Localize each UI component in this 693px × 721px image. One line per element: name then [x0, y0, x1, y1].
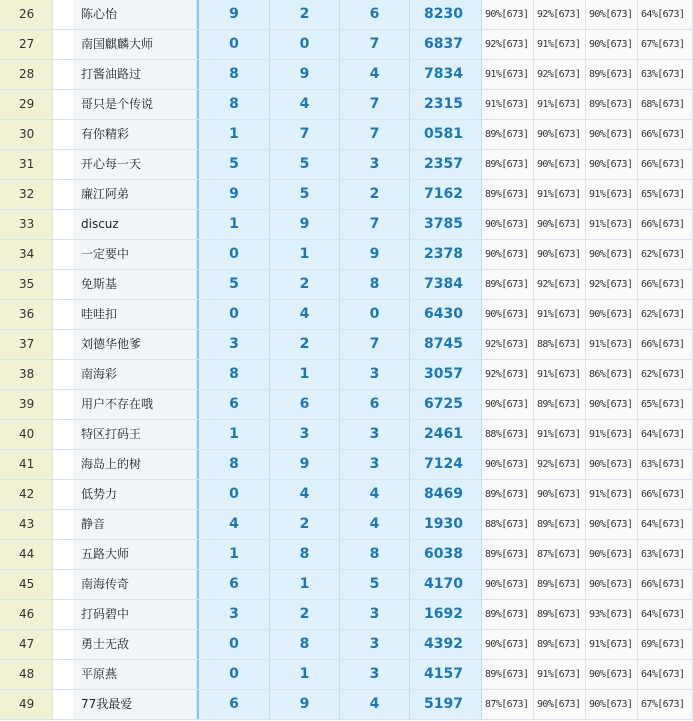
row-spacer: [53, 330, 73, 359]
digit-1: 8: [197, 60, 270, 89]
table-row: [0, 240, 693, 270]
digit-2: 1: [270, 240, 340, 269]
row-index: 48: [0, 660, 53, 689]
rate-2: 87%[673]: [534, 540, 586, 569]
rate-4: 65%[673]: [638, 390, 693, 419]
rate-1: 91%[673]: [482, 60, 534, 89]
rate-4: 64%[673]: [638, 420, 693, 449]
rate-2: 89%[673]: [534, 390, 586, 419]
rate-1: 90%[673]: [482, 300, 534, 329]
digit-3: 3: [340, 450, 410, 479]
rate-2: 92%[673]: [534, 450, 586, 479]
table-row: [0, 90, 693, 120]
number-code: 2315: [410, 90, 482, 119]
row-index: 44: [0, 540, 53, 569]
digit-2: 9: [270, 690, 340, 719]
row-spacer: [53, 510, 73, 539]
rate-1: 90%[673]: [482, 570, 534, 599]
rate-1: 89%[673]: [482, 540, 534, 569]
rate-4: 63%[673]: [638, 540, 693, 569]
rate-3: 89%[673]: [586, 90, 638, 119]
digit-2: 2: [270, 330, 340, 359]
digit-2: 3: [270, 420, 340, 449]
rate-4: 64%[673]: [638, 0, 693, 29]
number-code: 4392: [410, 630, 482, 659]
digit-2: 9: [270, 60, 340, 89]
digit-1: 6: [197, 390, 270, 419]
digit-1: 1: [197, 420, 270, 449]
digit-3: 4: [340, 510, 410, 539]
rate-3: 90%[673]: [586, 240, 638, 269]
rate-1: 89%[673]: [482, 120, 534, 149]
rate-1: 89%[673]: [482, 660, 534, 689]
row-spacer: [53, 30, 73, 59]
rate-3: 89%[673]: [586, 60, 638, 89]
number-code: 7384: [410, 270, 482, 299]
digit-3: 3: [340, 630, 410, 659]
digit-2: 1: [270, 360, 340, 389]
digit-3: 7: [340, 90, 410, 119]
table-row: [0, 120, 693, 150]
rate-3: 90%[673]: [586, 390, 638, 419]
digit-2: 9: [270, 210, 340, 239]
digit-1: 3: [197, 330, 270, 359]
rate-3: 90%[673]: [586, 30, 638, 59]
row-index: 38: [0, 360, 53, 389]
row-index: 37: [0, 330, 53, 359]
rate-1: 89%[673]: [482, 150, 534, 179]
table-row: [0, 150, 693, 180]
digit-1: 1: [197, 120, 270, 149]
rate-4: 62%[673]: [638, 360, 693, 389]
digit-3: 3: [340, 420, 410, 449]
table-row: [0, 30, 693, 60]
digit-3: 4: [340, 690, 410, 719]
rate-3: 91%[673]: [586, 210, 638, 239]
rate-3: 86%[673]: [586, 360, 638, 389]
rate-4: 69%[673]: [638, 630, 693, 659]
rate-3: 90%[673]: [586, 690, 638, 719]
digit-1: 5: [197, 270, 270, 299]
digit-2: 2: [270, 600, 340, 629]
table-row: [0, 420, 693, 450]
number-code: 2461: [410, 420, 482, 449]
number-code: 7834: [410, 60, 482, 89]
digit-1: 8: [197, 90, 270, 119]
rate-2: 92%[673]: [534, 270, 586, 299]
digit-1: 4: [197, 510, 270, 539]
member-name: 低势力: [73, 480, 197, 509]
table-row: [0, 480, 693, 510]
member-name: 海岛上的树: [73, 450, 197, 479]
rate-4: 67%[673]: [638, 690, 693, 719]
digit-1: 0: [197, 480, 270, 509]
digit-2: 8: [270, 540, 340, 569]
rate-4: 67%[673]: [638, 30, 693, 59]
rate-4: 63%[673]: [638, 450, 693, 479]
rate-2: 91%[673]: [534, 300, 586, 329]
rate-4: 62%[673]: [638, 300, 693, 329]
rate-1: 88%[673]: [482, 510, 534, 539]
rate-2: 89%[673]: [534, 570, 586, 599]
number-code: 6038: [410, 540, 482, 569]
digit-1: 0: [197, 300, 270, 329]
digit-2: 2: [270, 510, 340, 539]
rate-2: 90%[673]: [534, 240, 586, 269]
rate-4: 63%[673]: [638, 60, 693, 89]
digit-2: 4: [270, 480, 340, 509]
digit-1: 0: [197, 630, 270, 659]
number-code: 4170: [410, 570, 482, 599]
digit-1: 0: [197, 30, 270, 59]
table-row: [0, 450, 693, 480]
member-name: 一定要中: [73, 240, 197, 269]
row-index: 45: [0, 570, 53, 599]
rate-4: 66%[673]: [638, 570, 693, 599]
row-spacer: [53, 540, 73, 569]
rate-4: 64%[673]: [638, 600, 693, 629]
number-code: 2357: [410, 150, 482, 179]
digit-1: 3: [197, 600, 270, 629]
row-index: 34: [0, 240, 53, 269]
rate-2: 90%[673]: [534, 150, 586, 179]
rate-1: 92%[673]: [482, 30, 534, 59]
digit-2: 1: [270, 570, 340, 599]
digit-1: 6: [197, 570, 270, 599]
number-code: 8469: [410, 480, 482, 509]
rate-2: 90%[673]: [534, 120, 586, 149]
row-spacer: [53, 390, 73, 419]
digit-3: 3: [340, 360, 410, 389]
digit-3: 6: [340, 390, 410, 419]
number-code: 8230: [410, 0, 482, 29]
rate-4: 66%[673]: [638, 330, 693, 359]
digit-3: 7: [340, 330, 410, 359]
number-code: 5197: [410, 690, 482, 719]
row-spacer: [53, 240, 73, 269]
rate-1: 89%[673]: [482, 600, 534, 629]
digit-3: 8: [340, 270, 410, 299]
digit-2: 4: [270, 90, 340, 119]
digit-2: 1: [270, 660, 340, 689]
digit-3: 3: [340, 150, 410, 179]
digit-3: 4: [340, 480, 410, 509]
rate-2: 90%[673]: [534, 480, 586, 509]
digit-1: 0: [197, 240, 270, 269]
rate-1: 89%[673]: [482, 180, 534, 209]
table-row: [0, 270, 693, 300]
row-index: 41: [0, 450, 53, 479]
row-index: 29: [0, 90, 53, 119]
row-index: 28: [0, 60, 53, 89]
member-name: 五路大师: [73, 540, 197, 569]
table-row: [0, 180, 693, 210]
rate-4: 62%[673]: [638, 240, 693, 269]
rate-3: 93%[673]: [586, 600, 638, 629]
rate-3: 91%[673]: [586, 330, 638, 359]
digit-1: 8: [197, 360, 270, 389]
table-row: [0, 600, 693, 630]
digit-1: 9: [197, 0, 270, 29]
table-row: [0, 540, 693, 570]
row-index: 35: [0, 270, 53, 299]
digit-3: 2: [340, 180, 410, 209]
row-spacer: [53, 120, 73, 149]
rate-3: 90%[673]: [586, 450, 638, 479]
row-spacer: [53, 150, 73, 179]
row-index: 40: [0, 420, 53, 449]
digit-2: 2: [270, 270, 340, 299]
digit-2: 7: [270, 120, 340, 149]
number-code: 8745: [410, 330, 482, 359]
digit-3: 3: [340, 660, 410, 689]
row-spacer: [53, 570, 73, 599]
row-spacer: [53, 90, 73, 119]
rate-2: 90%[673]: [534, 690, 586, 719]
rate-2: 91%[673]: [534, 180, 586, 209]
rate-2: 92%[673]: [534, 60, 586, 89]
digit-1: 1: [197, 210, 270, 239]
number-code: 6837: [410, 30, 482, 59]
row-spacer: [53, 270, 73, 299]
rate-2: 89%[673]: [534, 600, 586, 629]
row-index: 31: [0, 150, 53, 179]
row-spacer: [53, 0, 73, 29]
digit-1: 9: [197, 180, 270, 209]
digit-2: 2: [270, 0, 340, 29]
rate-1: 89%[673]: [482, 270, 534, 299]
rate-2: 91%[673]: [534, 360, 586, 389]
digit-2: 6: [270, 390, 340, 419]
row-index: 42: [0, 480, 53, 509]
member-name: 平原燕: [73, 660, 197, 689]
row-spacer: [53, 60, 73, 89]
digit-3: 6: [340, 0, 410, 29]
rate-1: 88%[673]: [482, 420, 534, 449]
rate-2: 89%[673]: [534, 510, 586, 539]
member-name: 陈心怡: [73, 0, 197, 29]
row-index: 47: [0, 630, 53, 659]
number-code: 6430: [410, 300, 482, 329]
member-name: 廉江阿弟: [73, 180, 197, 209]
rate-4: 66%[673]: [638, 270, 693, 299]
row-index: 33: [0, 210, 53, 239]
number-code: 2378: [410, 240, 482, 269]
rate-1: 90%[673]: [482, 630, 534, 659]
number-code: 3057: [410, 360, 482, 389]
rate-4: 64%[673]: [638, 660, 693, 689]
rate-2: 88%[673]: [534, 330, 586, 359]
row-spacer: [53, 360, 73, 389]
table-row: [0, 330, 693, 360]
digit-3: 9: [340, 240, 410, 269]
table-row: [0, 390, 693, 420]
rate-2: 89%[673]: [534, 630, 586, 659]
row-spacer: [53, 300, 73, 329]
digit-3: 0: [340, 300, 410, 329]
rate-3: 91%[673]: [586, 480, 638, 509]
rate-1: 87%[673]: [482, 690, 534, 719]
digit-2: 0: [270, 30, 340, 59]
digit-3: 4: [340, 60, 410, 89]
row-index: 27: [0, 30, 53, 59]
table-row: [0, 360, 693, 390]
rate-4: 64%[673]: [638, 510, 693, 539]
member-name: 免斯基: [73, 270, 197, 299]
number-code: 4157: [410, 660, 482, 689]
rate-3: 90%[673]: [586, 510, 638, 539]
digit-3: 7: [340, 120, 410, 149]
row-index: 30: [0, 120, 53, 149]
member-name: 用户不存在哦: [73, 390, 197, 419]
row-index: 46: [0, 600, 53, 629]
rate-1: 89%[673]: [482, 480, 534, 509]
rate-4: 66%[673]: [638, 210, 693, 239]
table-row: [0, 510, 693, 540]
digit-3: 5: [340, 570, 410, 599]
rate-4: 66%[673]: [638, 150, 693, 179]
member-name: 打码碧中: [73, 600, 197, 629]
rate-3: 90%[673]: [586, 660, 638, 689]
rate-4: 65%[673]: [638, 180, 693, 209]
rate-2: 90%[673]: [534, 210, 586, 239]
row-spacer: [53, 690, 73, 719]
member-name: 77我最爱: [73, 690, 197, 719]
table-row: [0, 690, 693, 720]
digit-3: 7: [340, 30, 410, 59]
row-spacer: [53, 450, 73, 479]
digit-2: 5: [270, 150, 340, 179]
row-index: 43: [0, 510, 53, 539]
member-name: 哥只是个传说: [73, 90, 197, 119]
rate-1: 90%[673]: [482, 240, 534, 269]
rate-1: 92%[673]: [482, 330, 534, 359]
rate-3: 90%[673]: [586, 570, 638, 599]
row-index: 39: [0, 390, 53, 419]
digit-3: 3: [340, 600, 410, 629]
digit-2: 9: [270, 450, 340, 479]
table-row: [0, 210, 693, 240]
rate-2: 91%[673]: [534, 660, 586, 689]
rate-3: 90%[673]: [586, 300, 638, 329]
rate-3: 90%[673]: [586, 0, 638, 29]
rate-4: 66%[673]: [638, 120, 693, 149]
row-spacer: [53, 180, 73, 209]
row-spacer: [53, 420, 73, 449]
member-name: 开心每一天: [73, 150, 197, 179]
digit-2: 5: [270, 180, 340, 209]
number-code: 3785: [410, 210, 482, 239]
rate-1: 90%[673]: [482, 0, 534, 29]
rate-3: 91%[673]: [586, 180, 638, 209]
digit-1: 0: [197, 660, 270, 689]
rate-2: 91%[673]: [534, 90, 586, 119]
rate-1: 92%[673]: [482, 360, 534, 389]
number-code: 1930: [410, 510, 482, 539]
member-name: 打酱油路过: [73, 60, 197, 89]
table-row: [0, 630, 693, 660]
row-index: 49: [0, 690, 53, 719]
rate-3: 91%[673]: [586, 630, 638, 659]
table-row: [0, 300, 693, 330]
digit-2: 4: [270, 300, 340, 329]
row-spacer: [53, 630, 73, 659]
number-code: 7162: [410, 180, 482, 209]
member-name: 有你精彩: [73, 120, 197, 149]
row-index: 36: [0, 300, 53, 329]
digit-1: 8: [197, 450, 270, 479]
digit-3: 7: [340, 210, 410, 239]
table-row: [0, 0, 693, 30]
rate-1: 90%[673]: [482, 210, 534, 239]
number-code: 6725: [410, 390, 482, 419]
member-name: 静音: [73, 510, 197, 539]
row-spacer: [53, 600, 73, 629]
rate-4: 66%[673]: [638, 480, 693, 509]
member-name: 南海彩: [73, 360, 197, 389]
digit-1: 1: [197, 540, 270, 569]
member-name: 南海传奇: [73, 570, 197, 599]
rate-1: 90%[673]: [482, 390, 534, 419]
rate-3: 91%[673]: [586, 420, 638, 449]
row-spacer: [53, 660, 73, 689]
row-spacer: [53, 480, 73, 509]
table-row: [0, 660, 693, 690]
rate-2: 91%[673]: [534, 30, 586, 59]
number-code: 7124: [410, 450, 482, 479]
member-name: 特区打码王: [73, 420, 197, 449]
rate-2: 92%[673]: [534, 0, 586, 29]
rate-3: 92%[673]: [586, 270, 638, 299]
member-name: 勇士无敌: [73, 630, 197, 659]
table-row: [0, 570, 693, 600]
member-name: discuz: [73, 210, 197, 239]
number-code: 1692: [410, 600, 482, 629]
rate-1: 91%[673]: [482, 90, 534, 119]
digit-2: 8: [270, 630, 340, 659]
row-index: 32: [0, 180, 53, 209]
member-name: 南国麒麟大师: [73, 30, 197, 59]
table-row: [0, 60, 693, 90]
rate-1: 90%[673]: [482, 450, 534, 479]
member-name: 刘德华他爹: [73, 330, 197, 359]
number-code: 0581: [410, 120, 482, 149]
digit-1: 6: [197, 690, 270, 719]
rate-3: 90%[673]: [586, 150, 638, 179]
rate-3: 90%[673]: [586, 120, 638, 149]
digit-1: 5: [197, 150, 270, 179]
member-name: 哇哇扣: [73, 300, 197, 329]
row-index: 26: [0, 0, 53, 29]
rate-2: 91%[673]: [534, 420, 586, 449]
rate-3: 90%[673]: [586, 540, 638, 569]
digit-3: 8: [340, 540, 410, 569]
row-spacer: [53, 210, 73, 239]
rate-4: 68%[673]: [638, 90, 693, 119]
